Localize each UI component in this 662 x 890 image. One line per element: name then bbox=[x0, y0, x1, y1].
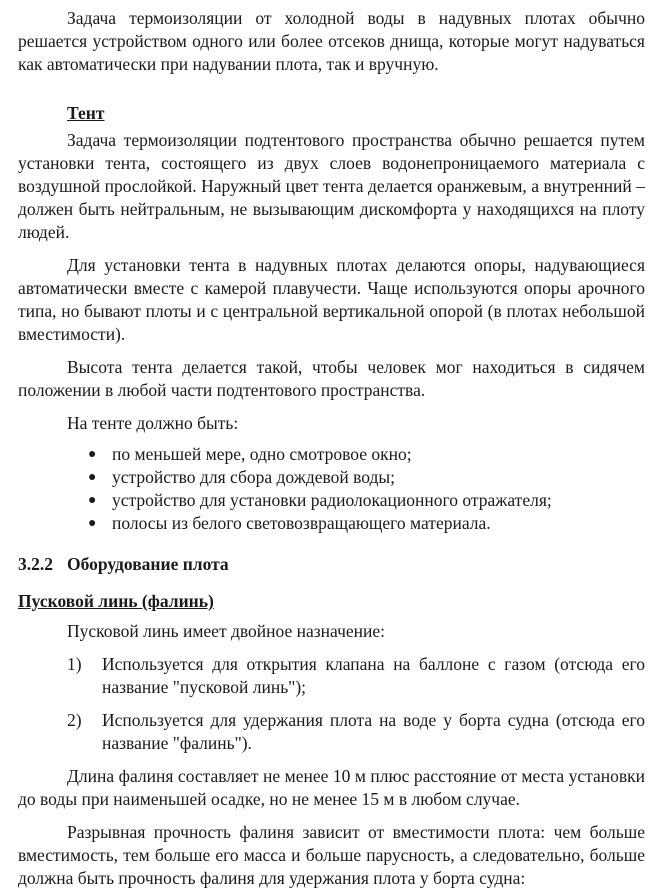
document-page bbox=[18, 7, 645, 890]
item-number: 1) bbox=[67, 654, 82, 674]
launch-line-intro: Пусковой линь имеет двойное назначение: bbox=[67, 621, 386, 641]
tent-requirements-intro: На тенте должно быть: bbox=[67, 413, 239, 433]
list-item: ● по меньшей мере, одно смотровое окно; bbox=[88, 444, 412, 464]
section-title: Оборудование плота bbox=[67, 554, 229, 574]
launch-line-heading: Пусковой линь (фалинь) bbox=[18, 591, 214, 611]
launch-line-item-1 bbox=[18, 653, 645, 699]
tent-requirements-list bbox=[18, 443, 645, 535]
section-heading bbox=[18, 553, 645, 576]
tent-paragraph-1: Задача термоизоляции подтентового пространства обычно решается путем установки тента, состоящего из двух слоев водонепроницаемого материала с воздушной прослойкой. Наружный цвет тента делается оранжевым, а внутренний – должен быть нейтральным, не вызывающим дискомфорта у находящихся на плоту людей. bbox=[18, 130, 645, 242]
item-text: Используется для открытия клапана на баллоне с газом (отсюда его название "пусковой линь"); bbox=[102, 654, 645, 697]
item-text: Используется для удержания плота на воде у борта судна (отсюда его название "фалинь"). bbox=[102, 710, 645, 753]
painter-length-paragraph: Длина фалиня составляет не менее 10 м плюс расстояние от места установки до воды при наименьшей осадке, но не менее 15 м в любом случае. bbox=[18, 766, 645, 809]
tent-paragraph-3: Высота тента делается такой, чтобы человек мог находиться в сидячем положении в любой части подтентового пространства. bbox=[18, 357, 645, 400]
bullet-icon: ● bbox=[88, 447, 97, 462]
bullet-icon: ● bbox=[88, 516, 97, 531]
tent-heading: Тент bbox=[67, 103, 105, 123]
list-item: ● устройство для сбора дождевой воды; bbox=[88, 467, 396, 487]
list-item: ● полосы из белого световозвращающего материала. bbox=[88, 513, 491, 533]
section-number: 3.2.2 bbox=[18, 554, 53, 574]
painter-strength-paragraph: Разрывная прочность фалиня зависит от вместимости плота: чем больше вместимость, тем больше его масса и больше парусность, а следовательно, больше должна быть прочность фалиня для удержания плота у борта судна: bbox=[18, 822, 645, 888]
item-number: 2) bbox=[67, 710, 82, 730]
launch-line-item-2 bbox=[18, 709, 645, 755]
bullet-icon: ● bbox=[88, 493, 97, 508]
list-item: ● устройство для установки радиолокационного отражателя; bbox=[88, 490, 552, 510]
intro-paragraph: Задача термоизоляции от холодной воды в надувных плотах обычно решается устройством одного или более отсеков днища, которые могут надуваться как автоматически при надувании плота, так и вручную. bbox=[18, 8, 645, 74]
tent-paragraph-2: Для установки тента в надувных плотах делаются опоры, надувающиеся автоматически вместе с камерой плавучести. Чаще используются опоры арочного типа, но бывают плоты и с центральной вертикальной опорой (в плотах небольшой вместимости). bbox=[18, 255, 645, 344]
bullet-icon: ● bbox=[88, 470, 97, 485]
